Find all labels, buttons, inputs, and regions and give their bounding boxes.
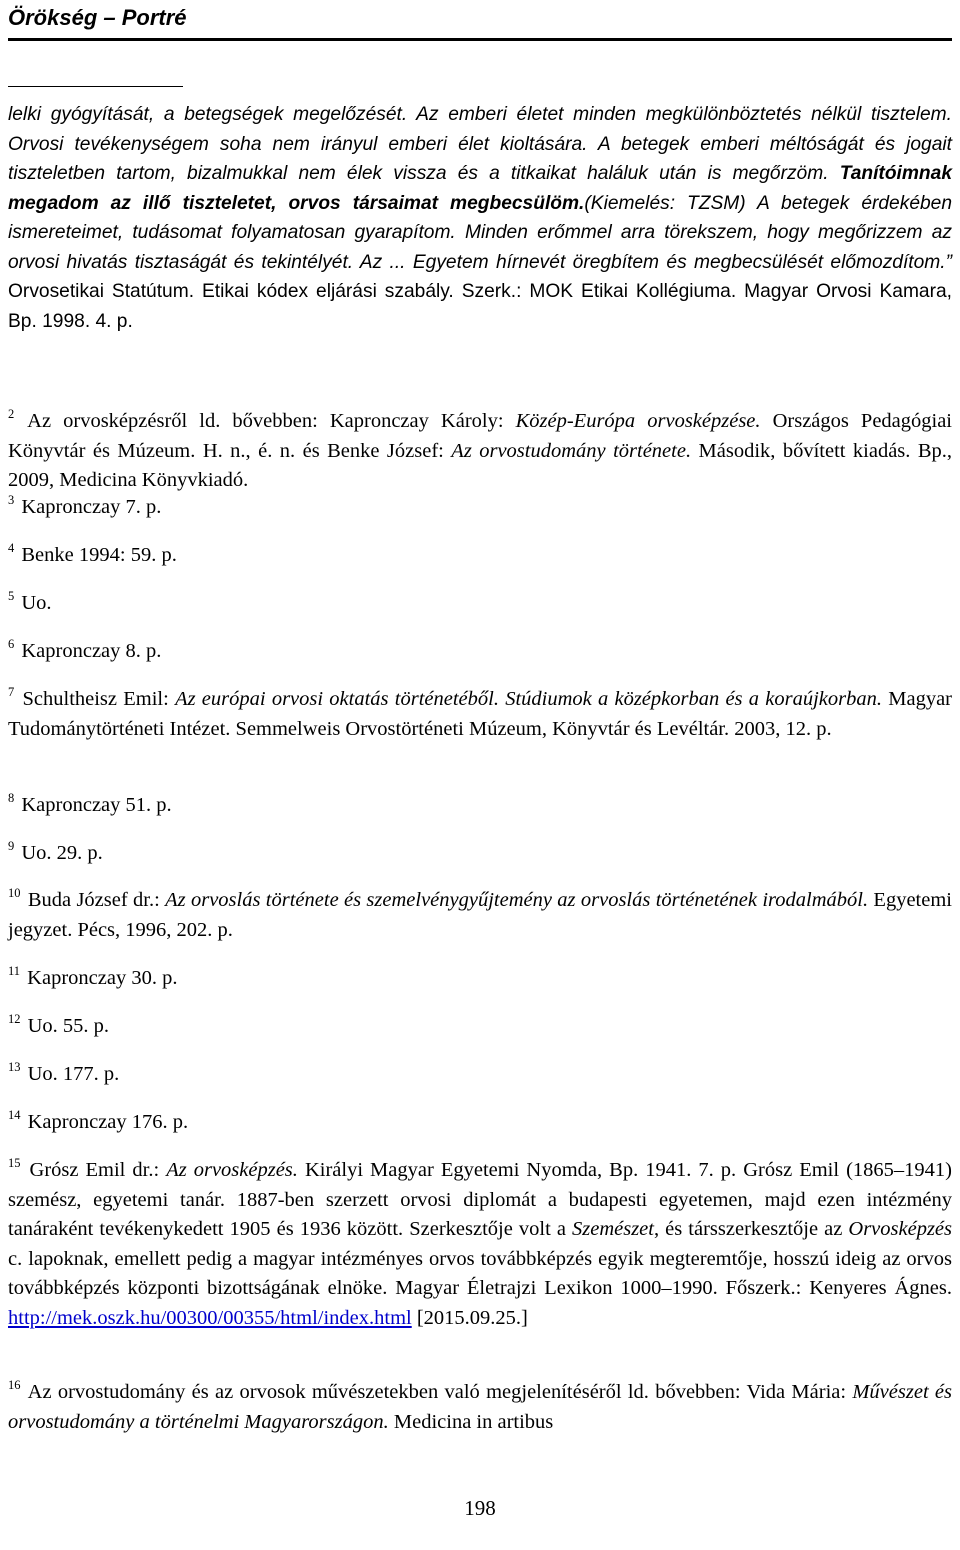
footnote-15: $^{15}$ Grósz Emil dr.: Az orvosképzés. Királyi Magyar Egyetemi Nyomda, Bp. 1941. 7. p. Grósz Emil (1865–1941) szemész, egyetemi tanár. 1887-ben szerzett orvosi diplomát a budapesti egyetemen, majd ezen intézmény tanáraként tevékenykedett 1905 és 1936 között. Szerkesztője volt a Szemészet, és társszerkesztője az Orvosképzés c. lapoknak, emellett pedig a magyar intézményes orvos továbbképzés egyik megteremtője, hosszú ideig az orvos továbbképzés központi bizottságának elnöke. Magyar Életrajzi Lexikon 1000–1990. Főszerk.: Kenyeres Ágnes. http://mek.oszk.hu/00300/00355/html/index.html [2015.09.25.] xyxy=(8,1156,953,1329)
footnote-5: $^5$ Uo. xyxy=(8,589,52,614)
footnote-number: 11 xyxy=(8,964,21,978)
footnote-3: $^3$ Kapronczay 7. p. xyxy=(8,493,162,518)
footnote-number: 12 xyxy=(8,1012,21,1026)
footnote-number: 15 xyxy=(8,1156,21,1170)
footnote-number: 4 xyxy=(8,541,15,555)
footnote-8: $^8$ Kapronczay 51. p. xyxy=(8,791,172,816)
footnote-number: 10 xyxy=(8,886,21,900)
footnote-number: 8 xyxy=(8,791,15,805)
page-number: 198 xyxy=(464,1496,496,1520)
footnote-number: 3 xyxy=(8,493,15,507)
footnote-number: 9 xyxy=(8,839,15,853)
footnote-number: 7 xyxy=(8,685,15,699)
footnote-10: $^{10}$ Buda József dr.: Az orvoslás története és szemelvénygyűjtemény az orvoslás történetének irodalmából. Egyetemi jegyzet. Pécs, 1996, 202. p. xyxy=(8,886,952,941)
running-header-title: Örökség – Portré xyxy=(8,5,187,30)
footnote-12: $^{12}$ Uo. 55. p. xyxy=(8,1012,110,1037)
footnote-number: 2 xyxy=(8,407,15,421)
footnote-separator xyxy=(8,86,183,87)
footnote-14: $^{14}$ Kapronczay 176. p. xyxy=(8,1108,189,1133)
reference-link[interactable]: http://mek.oszk.hu/00300/00355/html/index.html xyxy=(8,1306,412,1329)
footnote-number: 6 xyxy=(8,637,15,651)
footnote-number: 16 xyxy=(8,1378,21,1392)
footnote-11: $^{11}$ Kapronczay 30. p. xyxy=(8,964,178,989)
footnote-13: $^{13}$ Uo. 177. p. xyxy=(8,1060,120,1085)
footnote-2: $^2$ Az orvosképzésről ld. bővebben: Kapronczay Károly: Közép-Európa orvosképzése. Országos Pedagógiai Könyvtár és Múzeum. H. n., é. n. és Benke József: Az orvostudomány története. Második, bővített kiadás. Bp., 2009, Medicina Könyvkiadó. xyxy=(8,407,953,491)
footnote-7: $^7$ Schultheisz Emil: Az európai orvosi oktatás történetéből. Stúdiumok a középkorban és a koraújkorban. Magyar Tudománytörténeti Intézet. Semmelweis Orvostörténeti Múzeum, Könyvtár és Levéltár. 2003, 12. p. xyxy=(8,685,952,740)
footnote-number: 5 xyxy=(8,589,15,603)
footnote-9: $^9$ Uo. 29. p. xyxy=(8,839,103,864)
footnote-6: $^6$ Kapronczay 8. p. xyxy=(8,637,162,662)
footnote-number: 14 xyxy=(8,1108,21,1122)
footnote-number: 13 xyxy=(8,1060,21,1074)
footnote-16: $^{16}$ Az orvostudomány és az orvosok művészetekben való megjelenítéséről ld. bővebben: Vida Mária: Művészet és orvostudomány a történelmi Magyarországon. Medicina in artibus xyxy=(8,1378,952,1433)
footnote-1-continuation: lelki gyógyítását, a betegségek megelőzését. Az emberi életet minden megkülönböztetés nélkül tisztelem. Orvosi tevékenységem soha nem irányul emberi élet kioltására. A betegek emberi méltóságát és jogait tiszteletben tartom, bizalmukkal nem élek vissza és a titkaikat haláluk után is megőrzöm. Tanítóimnak megadom az illő tiszteletet, orvos társaimat megbecsülöm.(Kiemelés: TZSM) A betegek érdekében ismereteimet, tudásomat folyamatosan gyarapítom. Minden erőmmel arra törekszem, hogy megőrizzem az orvosi hivatás tisztaságát és tekintélyét. Az ... Egyetem hírnevét öregbítem és megbecsülését előmozdítom.” Orvosetikai Statútum. Etikai kódex eljárási szabály. Szerk.: MOK Etikai Kollégiuma. Magyar Orvosi Kamara, Bp. 1998. 4. p. xyxy=(8,104,953,332)
footnote-4: $^4$ Benke 1994: 59. p. xyxy=(8,541,177,566)
page-header xyxy=(8,4,952,41)
